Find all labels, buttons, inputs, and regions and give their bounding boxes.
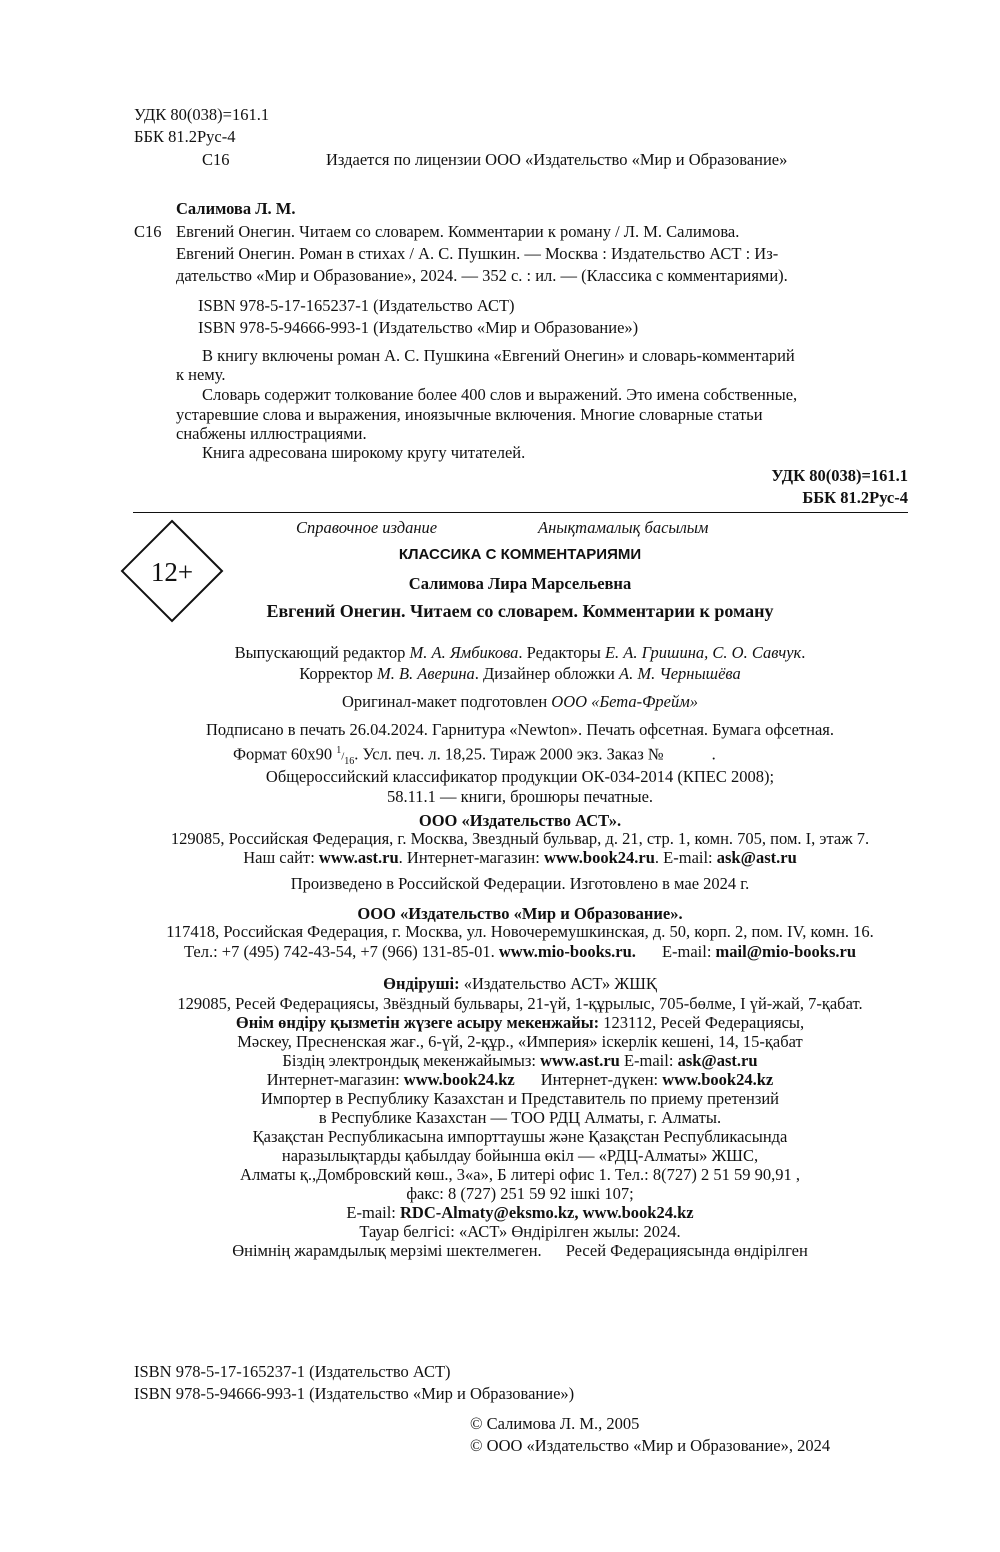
kz-importer-6: факс: 8 (727) 251 59 92 ішкі 107; (406, 1184, 634, 1203)
kz-importer-2: в Республике Казахстан — ТОО РДЦ Алматы, г. Алматы. (318, 1108, 722, 1127)
license-note: Издается по лицензии ООО «Издательство «Мир и Образование» (326, 150, 788, 169)
annotation-3: Книга адресована широкому кругу читателей. (202, 443, 526, 462)
kz-address: 129085, Ресей Федерациясы, Звёздный бульвары, 21-үй, 1-құрылыс, 705-бөлме, I үй-жай, 7-қабат. (177, 994, 863, 1013)
copyright-author: © Салимова Л. М., 2005 (470, 1414, 640, 1433)
kz-importer-4: наразылықтарды қабылдау бойынша өкіл — «РДЦ-Алматы» ЖШС, (281, 1146, 759, 1165)
author-full-name: Салимова Лира Марсельевна (408, 574, 632, 593)
catalog-description-line-1: Евгений Онегин. Читаем со словарем. Комментарии к роману / Л. М. Салимова. (176, 222, 740, 241)
print-info-line-1: Подписано в печать 26.04.2024. Гарнитура «Newton». Печать офсетная. Бумага офсетная. (205, 720, 834, 739)
kz-rdc-email: E-mail: RDC-Almaty@eksmo.kz, www.book24.kz (346, 1203, 694, 1222)
ast-contacts: Наш сайт: www.ast.ru. Интернет-магазин: www.book24.ru. E-mail: ask@ast.ru (243, 848, 797, 867)
catalog-sign: С16 (134, 222, 162, 241)
kz-importer-5: Алматы қ.,Домбровский көш., 3«а», Б литері офис 1. Тел.: 8(727) 2 51 59 90,91 , (240, 1165, 800, 1184)
catalog-isbn-ast: ISBN 978-5-17-165237-1 (Издательство АСТ) (198, 296, 515, 315)
okp-line-2: 58.11.1 — книги, брошюры печатные. (386, 787, 654, 806)
okp-line-1: Общероссийский классификатор продукции ОК-034-2014 (КПЕС 2008); (265, 767, 775, 786)
annotation-2-line-1: Словарь содержит толкование более 400 слов и выражений. Это имена собственные, (202, 385, 798, 404)
kz-trademark: Тауар белгісі: «АСТ» Өндірілген жылы: 2024. (359, 1222, 681, 1241)
annotation-1-cont: к нему. (176, 365, 226, 384)
catalog-author: Салимова Л. М. (176, 199, 296, 218)
divider (133, 512, 908, 513)
corrector-line: Корректор М. В. Аверина. Дизайнер обложки А. М. Чернышёва (299, 664, 741, 683)
kz-shops: Интернет-магазин: www.book24.kz Интернет-дүкен: www.book24.kz (266, 1070, 774, 1089)
kz-email: Біздің электрондық мекенжайымыз: www.ast.ru E-mail: ask@ast.ru (282, 1051, 758, 1070)
annotation-2-line-3: снабжены иллюстрациями. (176, 424, 367, 443)
ast-publisher-name: ООО «Издательство АСТ». (418, 811, 622, 830)
ast-produced: Произведено в Российской Федерации. Изготовлено в мае 2024 г. (290, 874, 750, 893)
bbk-right: ББК 81.2Рус-4 (802, 488, 908, 507)
book-title: Евгений Онегин. Читаем со словарем. Комментарии к роману (266, 601, 774, 621)
kz-importer-1: Импортер в Республику Казахстан и Представитель по приему претензий (260, 1089, 780, 1108)
print-info-line-2: Формат 60x90 $^1/_{16}$. Усл. печ. л. 18,25. Тираж 2000 экз. Заказ № . (233, 744, 716, 767)
editors-line: Выпускающий редактор М. А. Ямбикова. Редакторы Е. А. Гришина, С. О. Савчук. (234, 643, 806, 662)
ast-address: 129085, Российская Федерация, г. Москва, Звездный бульвар, д. 21, стр. 1, комн. 705, пом. I, этаж 7. (170, 829, 870, 848)
kz-shelf-life: Өнімнің жарамдылық мерзімі шектелмеген. Ресей Федерациясында өндірілген (232, 1241, 808, 1260)
catalog-description-line-3: дательство «Мир и Образование», 2024. — 352 с. : ил. — (Классика с комментариями). (176, 266, 788, 285)
kz-production-address: Өнім өндіру қызметін жүзеге асыру мекенжайы: 123112, Ресей Федерациясы, (235, 1013, 805, 1032)
catalog-isbn-mio: ISBN 978-5-94666-993-1 (Издательство «Мир и Образование») (198, 318, 639, 337)
bottom-isbn-mio: ISBN 978-5-94666-993-1 (Издательство «Мир и Образование») (134, 1384, 575, 1403)
layout-prepared: Оригинал-макет подготовлен ООО «Бета-Фрейм» (342, 692, 698, 711)
author-sign: С16 (202, 150, 230, 169)
mio-contacts: Тел.: +7 (495) 742-43-54, +7 (966) 131-85-01. www.mio-books.ru. E-mail: mail@mio-books.ru (183, 942, 857, 961)
udk-code: УДК 80(038)=161.1 (134, 105, 270, 124)
catalog-description-line-2: Евгений Онегин. Роман в стихах / А. С. Пушкин. — Москва : Издательство АСТ : Из- (176, 244, 779, 263)
mio-address: 117418, Российская Федерация, г. Москва, ул. Новочеремушкинская, д. 50, корп. 2, пом. IV, комн. 16. (166, 922, 874, 941)
kz-importer-3: Қазақстан Республикасына импорттаушы және Қазақстан Республикасында (252, 1127, 788, 1146)
reference-edition-ru: Справочное издание (296, 518, 438, 537)
kz-production-address-cont: Мәскеу, Пресненская жағ., 6-үй, 2-құр., «Империя» іскерлік кешені, 14, 15-қабат (237, 1032, 803, 1051)
reference-edition-kz: Анықтамалық басылым (538, 518, 709, 537)
age-rating: 12+ (150, 557, 194, 587)
kz-producer: Өндіруші: «Издательство АСТ» ЖШҚ (383, 974, 657, 993)
udk-right: УДК 80(038)=161.1 (771, 466, 908, 485)
bottom-isbn-ast: ISBN 978-5-17-165237-1 (Издательство АСТ) (134, 1362, 451, 1381)
copyright-publisher: © ООО «Издательство «Мир и Образование», 2024 (470, 1436, 831, 1455)
mio-publisher-name: ООО «Издательство «Мир и Образование». (357, 904, 683, 923)
annotation-2-line-2: устаревшие слова и выражения, иноязычные включения. Многие словарные статьи (176, 405, 763, 424)
bbk-code: ББК 81.2Рус-4 (134, 127, 236, 146)
series-title: КЛАССИКА С КОММЕНТАРИЯМИ (398, 546, 642, 563)
annotation-1: В книгу включены роман А. С. Пушкина «Евгений Онегин» и словарь-комментарий (202, 346, 795, 365)
